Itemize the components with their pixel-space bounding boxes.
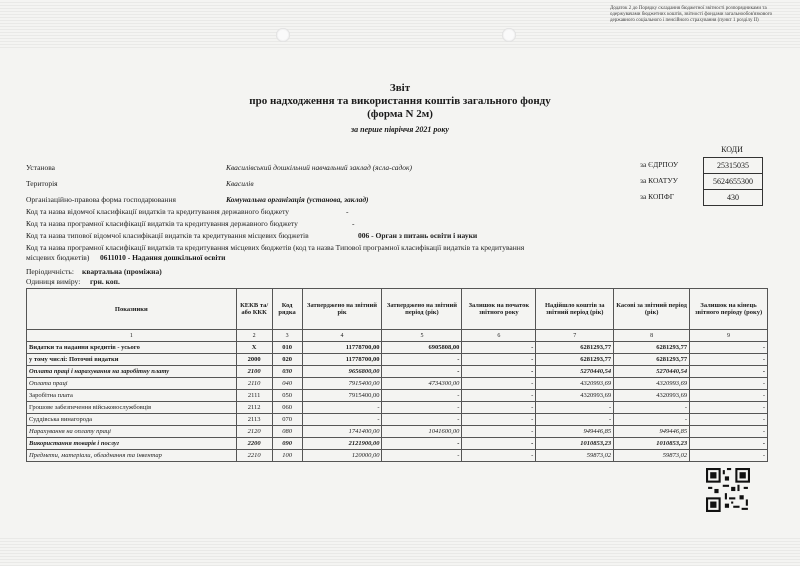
- prog-misc-value: 0611010 - Надання дошкільної освіти: [100, 253, 226, 262]
- col-header: Затверджено на звітний рік: [302, 289, 382, 330]
- table-cell: -: [462, 402, 536, 414]
- table-cell: 2200: [236, 438, 272, 450]
- table-cell: -: [462, 438, 536, 450]
- table-cell: -: [462, 354, 536, 366]
- table-cell: 6281293,77: [614, 354, 690, 366]
- col-header: Затверджено на звітний період (рік): [382, 289, 462, 330]
- table-cell: 4320993,69: [614, 378, 690, 390]
- row-indicator-name: Грошове забезпечення військовослужбовців: [27, 402, 237, 414]
- table-cell: 6281293,77: [536, 342, 614, 354]
- table-cell: 4320993,69: [536, 378, 614, 390]
- table-cell: 120000,00: [302, 450, 382, 462]
- table-cell: -: [462, 426, 536, 438]
- org-form-value: Комунальна організація (установа, заклад): [226, 195, 369, 204]
- table-cell: -: [382, 450, 462, 462]
- table-cell: 9656800,00: [302, 366, 382, 378]
- table-row: [27, 354, 768, 366]
- code-kopfg: 430: [727, 193, 739, 202]
- table-cell: -: [462, 390, 536, 402]
- table-cell: -: [462, 450, 536, 462]
- row-indicator-name: Використання товарів і послуг: [27, 438, 237, 450]
- territory-label: Територія: [26, 179, 58, 188]
- col-number: 9: [690, 330, 768, 342]
- row-indicator-name: у тому числі: Поточні видатки: [27, 354, 237, 366]
- table-cell: -: [462, 366, 536, 378]
- col-number: 2: [236, 330, 272, 342]
- table-cell: 2100: [236, 366, 272, 378]
- prog-derzh-value: -: [352, 219, 355, 228]
- table-cell: -: [690, 438, 768, 450]
- periodicity-value: квартальна (проміжна): [82, 267, 162, 276]
- row-indicator-name: Видатки та надання кредитів - усього: [27, 342, 237, 354]
- col-number: 8: [614, 330, 690, 342]
- appendix-note: Додаток 2 до Порядку складання бюджетної звітності розпорядниками та одержувачами бюджетних коштів, звітності фондами загальнообов'язкового державного соціального і пенсійного страхування (пункт 1 розділу II): [610, 6, 773, 23]
- table-cell: 050: [272, 390, 302, 402]
- table-cell: 6905808,00: [382, 342, 462, 354]
- table-cell: 040: [272, 378, 302, 390]
- table-cell: -: [614, 414, 690, 426]
- row-indicator-name: Предмети, матеріали, обладнання та інвентар: [27, 450, 237, 462]
- report-table: [26, 288, 768, 462]
- vidomcha-value: -: [346, 207, 349, 216]
- table-cell: -: [382, 354, 462, 366]
- qr-code-icon: [706, 468, 750, 512]
- table-cell: -: [302, 414, 382, 426]
- table-cell: 5270440,54: [536, 366, 614, 378]
- table-cell: -: [382, 390, 462, 402]
- table-cell: -: [690, 390, 768, 402]
- table-cell: 7915400,00: [302, 390, 382, 402]
- col-number: 4: [302, 330, 382, 342]
- table-row: [27, 426, 768, 438]
- table-cell: -: [382, 438, 462, 450]
- table-cell: X: [236, 342, 272, 354]
- code-label-koatuu: за КОАТУУ: [640, 176, 678, 185]
- table-cell: 010: [272, 342, 302, 354]
- row-indicator-name: Оплата праці і нарахування на заробітну плату: [27, 366, 237, 378]
- table-cell: -: [302, 402, 382, 414]
- scan-noise-bottom: [0, 536, 800, 566]
- table-row: [27, 342, 768, 354]
- code-label-edrpou: за ЄДРПОУ: [640, 160, 679, 169]
- table-cell: -: [462, 414, 536, 426]
- code-edrpou: 25315035: [704, 158, 762, 174]
- col-header: Касові за звітний період (рік): [614, 289, 690, 330]
- table-cell: 4320993,69: [536, 390, 614, 402]
- table-row: [27, 414, 768, 426]
- table-cell: 090: [272, 438, 302, 450]
- unit-value: грн. коп.: [90, 277, 120, 286]
- unit-label: Одиниця виміру:: [26, 277, 81, 286]
- doc-subtitle: про надходження та використання коштів загального фонду: [249, 95, 551, 107]
- col-header: КЕКВ та/або ККК: [236, 289, 272, 330]
- code-label-kopfg: за КОПФГ: [640, 192, 675, 201]
- institution-value: Квасилівський дошкільний навчальний заклад (ясла-садок): [226, 163, 413, 172]
- row-indicator-name: Оплата праці: [27, 378, 237, 390]
- col-number: 5: [382, 330, 462, 342]
- report-period: за перше півріччя 2021 року: [351, 125, 449, 134]
- col-number: 1: [27, 330, 237, 342]
- table-cell: -: [690, 426, 768, 438]
- table-cell: 2210: [236, 450, 272, 462]
- table-cell: -: [536, 402, 614, 414]
- row-indicator-name: Нарахування на оплату праці: [27, 426, 237, 438]
- col-number: 6: [462, 330, 536, 342]
- codes-box: [703, 157, 763, 206]
- table-cell: 1041600,00: [382, 426, 462, 438]
- table-cell: 060: [272, 402, 302, 414]
- vidomcha-label: Код та назва відомчої класифікації видатків та кредитування державного бюджету: [26, 207, 289, 216]
- table-cell: -: [690, 354, 768, 366]
- table-cell: 6281293,77: [614, 342, 690, 354]
- table-cell: -: [536, 414, 614, 426]
- column-numbers-row: [27, 330, 768, 342]
- col-header: Залишок на початок звітного року: [462, 289, 536, 330]
- table-cell: 1010853,23: [536, 438, 614, 450]
- table-cell: -: [690, 378, 768, 390]
- table-cell: -: [690, 366, 768, 378]
- org-form-label: Організаційно-правова форма господарювання: [26, 195, 176, 204]
- table-cell: -: [690, 414, 768, 426]
- table-cell: 6281293,77: [536, 354, 614, 366]
- table-cell: 1010853,23: [614, 438, 690, 450]
- table-cell: -: [614, 402, 690, 414]
- table-row: [27, 438, 768, 450]
- col-header: Код рядка: [272, 289, 302, 330]
- table-cell: 030: [272, 366, 302, 378]
- col-number: 7: [536, 330, 614, 342]
- table-cell: -: [462, 342, 536, 354]
- table-cell: 020: [272, 354, 302, 366]
- table-row: [27, 450, 768, 462]
- punch-hole-left: [276, 28, 290, 42]
- col-header: Залишок на кінець звітного періоду (року): [690, 289, 768, 330]
- table-row: [27, 390, 768, 402]
- punch-hole-right: [502, 28, 516, 42]
- table-cell: 949446,85: [614, 426, 690, 438]
- table-cell: -: [690, 450, 768, 462]
- table-cell: -: [690, 402, 768, 414]
- table-cell: 2113: [236, 414, 272, 426]
- table-cell: -: [382, 366, 462, 378]
- table-row: [27, 378, 768, 390]
- table-cell: 2000: [236, 354, 272, 366]
- table-row: [27, 366, 768, 378]
- table-cell: 100: [272, 450, 302, 462]
- doc-form-number: (форма N 2м): [367, 108, 433, 120]
- prog-misc-label: Код та назва програмної класифікації видатків та кредитування місцевих бюджетів (код та назва Типової програмної класифікації видатків та кредитування: [26, 243, 525, 252]
- table-cell: 11778700,00: [302, 354, 382, 366]
- typ-vidom-label: Код та назва типової відомчої класифікації видатків та кредитування місцевих бюджетів: [26, 231, 309, 240]
- col-number: 3: [272, 330, 302, 342]
- code-koatuu: 5624655300: [704, 174, 762, 190]
- table-cell: -: [382, 414, 462, 426]
- table-cell: -: [690, 342, 768, 354]
- table-cell: 949446,85: [536, 426, 614, 438]
- table-cell: 1741400,00: [302, 426, 382, 438]
- table-cell: 59873,02: [536, 450, 614, 462]
- periodicity-label: Періодичність:: [26, 267, 74, 276]
- col-header: Надійшло коштів за звітний період (рік): [536, 289, 614, 330]
- territory-value: Квасилів: [226, 179, 254, 188]
- table-cell: 2111: [236, 390, 272, 402]
- table-cell: -: [382, 402, 462, 414]
- col-header: Показники: [27, 289, 237, 330]
- table-cell: 4734300,00: [382, 378, 462, 390]
- table-cell: 4320993,69: [614, 390, 690, 402]
- table-cell: 2110: [236, 378, 272, 390]
- row-indicator-name: Заробітна плата: [27, 390, 237, 402]
- table-cell: 2120: [236, 426, 272, 438]
- doc-title: Звіт: [389, 82, 411, 94]
- codes-header: КОДИ: [721, 145, 743, 154]
- institution-label: Установа: [26, 163, 55, 172]
- table-cell: 2121900,00: [302, 438, 382, 450]
- table-cell: -: [462, 378, 536, 390]
- table-cell: 5270440,54: [614, 366, 690, 378]
- prog-misc-label-2: місцевих бюджетів): [26, 253, 90, 262]
- table-cell: 070: [272, 414, 302, 426]
- table-cell: 7915400,00: [302, 378, 382, 390]
- row-indicator-name: Суддівська винагорода: [27, 414, 237, 426]
- table-row: [27, 402, 768, 414]
- prog-derzh-label: Код та назва програмної класифікації видатків та кредитування державного бюджету: [26, 219, 298, 228]
- table-cell: 2112: [236, 402, 272, 414]
- table-cell: 11778700,00: [302, 342, 382, 354]
- table-cell: 080: [272, 426, 302, 438]
- typ-vidom-value: 006 - Орган з питань освіти і науки: [358, 231, 478, 240]
- table-header-row: [27, 289, 768, 330]
- table-cell: 59873,02: [614, 450, 690, 462]
